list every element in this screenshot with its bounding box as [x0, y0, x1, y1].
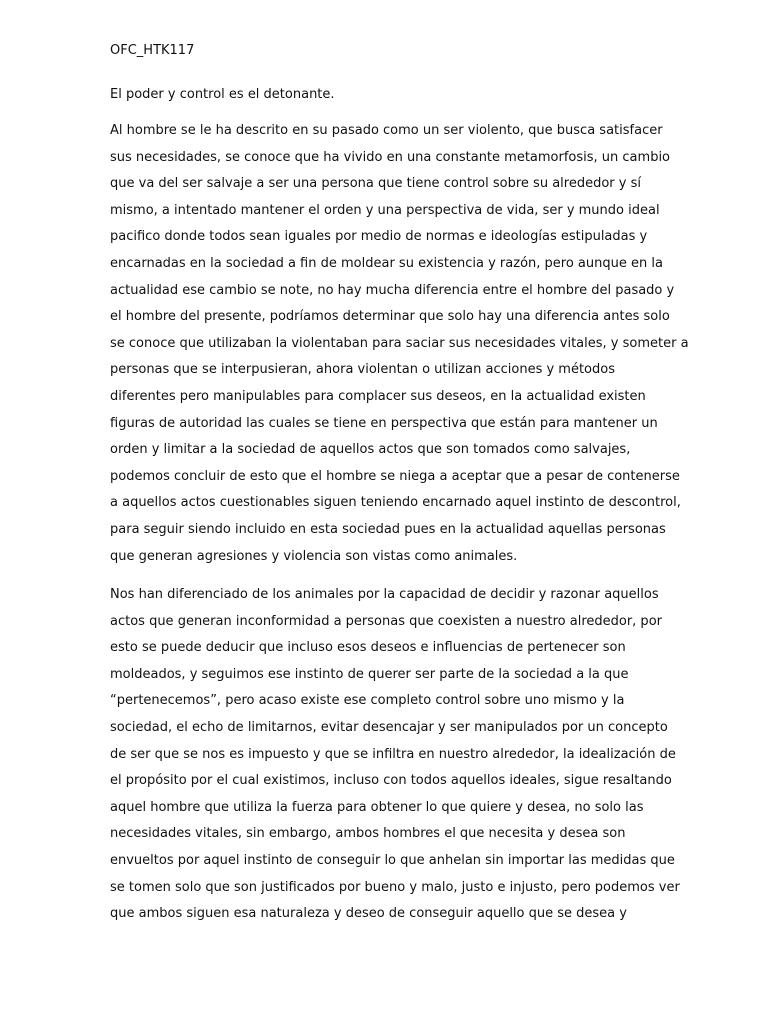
- paragraph: [110, 118, 689, 570]
- document-id: OFC_HTK117: [110, 43, 195, 58]
- paragraph-line: mismo, a intentado mantener el orden y una perspectiva de vida, ser y mundo ideal: [110, 202, 660, 218]
- paragraph-line: para seguir siendo incluido en esta sociedad pues en la actualidad aquellas personas: [110, 521, 666, 537]
- paragraph-line: encarnadas en la sociedad a fin de moldear su existencia y razón, pero aunque en la: [110, 255, 663, 271]
- paragraph-line: figuras de autoridad las cuales se tiene en perspectiva que están para mantener un: [110, 415, 658, 431]
- paragraph-line: actos que generan inconformidad a personas que coexisten a nuestro alrededor, por: [110, 613, 662, 629]
- paragraph-line: personas que se interpusieran, ahora violentan o utilizan acciones y métodos: [110, 362, 615, 378]
- paragraph-line: de ser que se nos es impuesto y que se infiltra en nuestro alrededor, la idealización de: [110, 746, 676, 762]
- paragraph-line: actualidad ese cambio se note, no hay mucha diferencia entre el hombre del pasado y: [110, 282, 675, 298]
- paragraph-line: que generan agresiones y violencia son vistas como animales.: [110, 548, 518, 564]
- paragraph-line: sociedad, el echo de limitarnos, evitar desencajar y ser manipulados por un concepto: [110, 719, 668, 735]
- paragraph-line: aquel hombre que utiliza la fuerza para obtener lo que quiere y desea, no solo las: [110, 799, 644, 815]
- paragraph-line: Nos han diferenciado de los animales por la capacidad de decidir y razonar aquellos: [110, 587, 659, 602]
- document-title: El poder y control es el detonante.: [110, 87, 335, 102]
- paragraph-line: esto se puede deducir que incluso esos deseos e influencias de pertenecer son: [110, 640, 626, 656]
- paragraph-line: podemos concluir de esto que el hombre se niega a aceptar que a pesar de contenerse: [110, 468, 680, 484]
- paragraph-line: envueltos por aquel instinto de conseguir lo que anhelan sin importar las medidas que: [110, 852, 675, 868]
- paragraph-line: diferentes pero manipulables para complacer sus deseos, en la actualidad existen: [110, 388, 646, 404]
- paragraph-line: se conoce que utilizaban la violentaban para saciar sus necesidades vitales, y someter a: [110, 335, 689, 351]
- paragraph-line: se tomen solo que son justificados por bueno y malo, justo e injusto, pero podemos ver: [110, 879, 680, 895]
- paragraph-line: el propósito por el cual existimos, incluso con todos aquellos ideales, sigue resaltando: [110, 773, 672, 789]
- paragraph-line: el hombre del presente, podríamos determinar que solo hay una diferencia antes solo: [110, 309, 670, 325]
- paragraph-line: sus necesidades, se conoce que ha vivido en una constante metamorfosis, un cambio: [110, 149, 671, 165]
- paragraph-line: “pertenecemos”, pero acaso existe ese completo control sobre uno mismo y la: [110, 693, 625, 709]
- paragraph-line: orden y limitar a la sociedad de aquellos actos que son tomados como salvajes,: [110, 442, 631, 458]
- paragraph-line: que va del ser salvaje a ser una persona que tiene control sobre su alrededor y sí: [110, 176, 641, 192]
- paragraph-line: a aquellos actos cuestionables siguen teniendo encarnado aquel instinto de descontrol,: [110, 495, 681, 511]
- paragraph-line: pacifico donde todos sean iguales por medio de normas e ideologías estipuladas y: [110, 229, 648, 245]
- paragraph: [110, 582, 680, 928]
- paragraph-line: moldeados, y seguimos ese instinto de querer ser parte de la sociedad a la que: [110, 666, 629, 682]
- paragraph-line: necesidades vitales, sin embargo, ambos hombres el que necesita y desea son: [110, 826, 626, 842]
- paragraph-line: que ambos siguen esa naturaleza y deseo de conseguir aquello que se desea y: [110, 906, 627, 922]
- paragraph-line: Al hombre se le ha descrito en su pasado como un ser violento, que busca satisfacer: [110, 123, 663, 138]
